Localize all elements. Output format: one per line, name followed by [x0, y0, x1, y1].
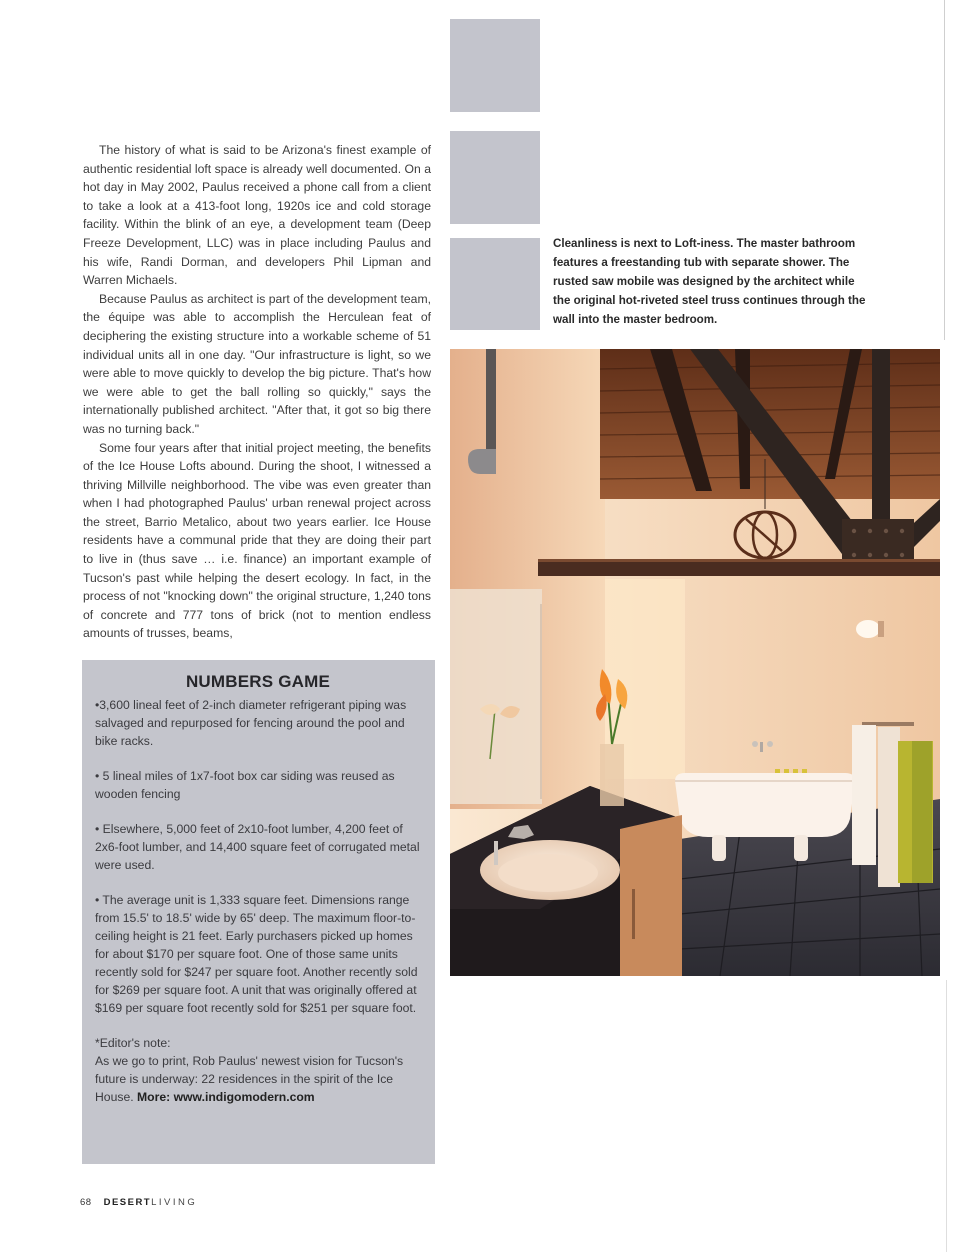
article-paragraph: The history of what is said to be Arizona's finest example of authentic residential loft space is already well documented. On a hot day in May 2002, Paulus received a phone call from a client to take a look at a 413-foot long, 1920s ice and cold storage facility. Within the blink of an eye, a development team (Deep Freeze Development, LLC) was in place including Paulus and his wife, Randi Dorman, and developers Phil Lipman and Warren Michaels.: [83, 143, 431, 288]
article-paragraph: Some four years after that initial project meeting, the benefits of the Ice House Lofts abound. During the shoot, I witnessed a thriving Millville neighborhood. The vibe was even greater than when I had photographed Paulus' urban renewal project across the street, Barrio Metalico, about two years earlier. Ice House residents have a communal pride that they are doing their part to live in (thus save … i.e. finance) an important example of Tucson's past while helping the desert ecology. In fact, in the process of not "knocking down" the original structure, 1,240 tons of concrete and 777 tons of brick (not to mention endless amounts of trusses, beams,: [83, 440, 431, 641]
gray-block-bottom: [450, 238, 540, 330]
numbers-game-sidebar: [82, 660, 435, 1164]
sidebar-item: • Elsewhere, 5,000 feet of 2x10-foot lumber, 4,200 feet of 2x6-foot lumber, and 14,400 square feet of corrugated metal were used.: [95, 822, 420, 872]
page-edge-line: [944, 0, 945, 340]
sidebar-title: NUMBERS GAME: [185, 672, 331, 691]
more-link[interactable]: More: www.indigomodern.com: [137, 1090, 315, 1104]
editors-note: [95, 1052, 421, 1106]
magazine-name-light: LIVING: [151, 1197, 198, 1208]
photo-caption: Cleanliness is next to Loft-iness. The master bathroom features a freestanding tub with separate shower. The rusted saw mobile was designed by the architect while the original hot-riveted steel truss continues through the wall into the master bedroom.: [553, 237, 866, 326]
editors-note-text: As we go to print, Rob Paulus' newest vision for Tucson's future is underway: 22 residences in the spirit of the Ice House.: [95, 1054, 404, 1104]
page-number: 68: [80, 1197, 92, 1208]
article-body: [83, 141, 431, 643]
sidebar-item: • 5 lineal miles of 1x7-foot box car siding was reused as wooden fencing: [95, 769, 395, 801]
article-paragraph: Because Paulus as architect is part of the development team, the équipe was able to accomplish the Herculean feat of deciphering the existing structure into a workable scheme of 51 individual units all in one day. "Our infrastructure is light, so we were able to move quickly to develop the big picture. That's how we were able to get the ball rolling so quickly," says the internationally published architect. "After that, it got so big there was no turning back.": [83, 291, 431, 436]
page-footer: [80, 1197, 197, 1208]
page-edge-line-lower: [946, 980, 947, 1252]
gray-block-middle: [450, 131, 540, 224]
sidebar-item: • The average unit is 1,333 square feet. Dimensions range from 15.5' to 18.5' wide by 65' deep. The maximum floor-to-ceiling height is 21 feet. Early purchasers picked up homes for about $170 per square foot. One of those same units recently sold for $247 per square foot. Another recently sold for $269 per square foot. A unit that was originally offered at $169 per square foot recently sold for $251 per square foot.: [95, 893, 418, 1015]
gray-block-top: [450, 19, 540, 112]
editors-note-label: *Editor's note:: [95, 1036, 171, 1050]
bathroom-photo: [450, 349, 940, 976]
sidebar-item: •3,600 lineal feet of 2-inch diameter refrigerant piping was salvaged and repurposed for fencing around the pool and bike racks.: [95, 698, 407, 748]
magazine-name-bold: DESERT: [103, 1197, 152, 1208]
